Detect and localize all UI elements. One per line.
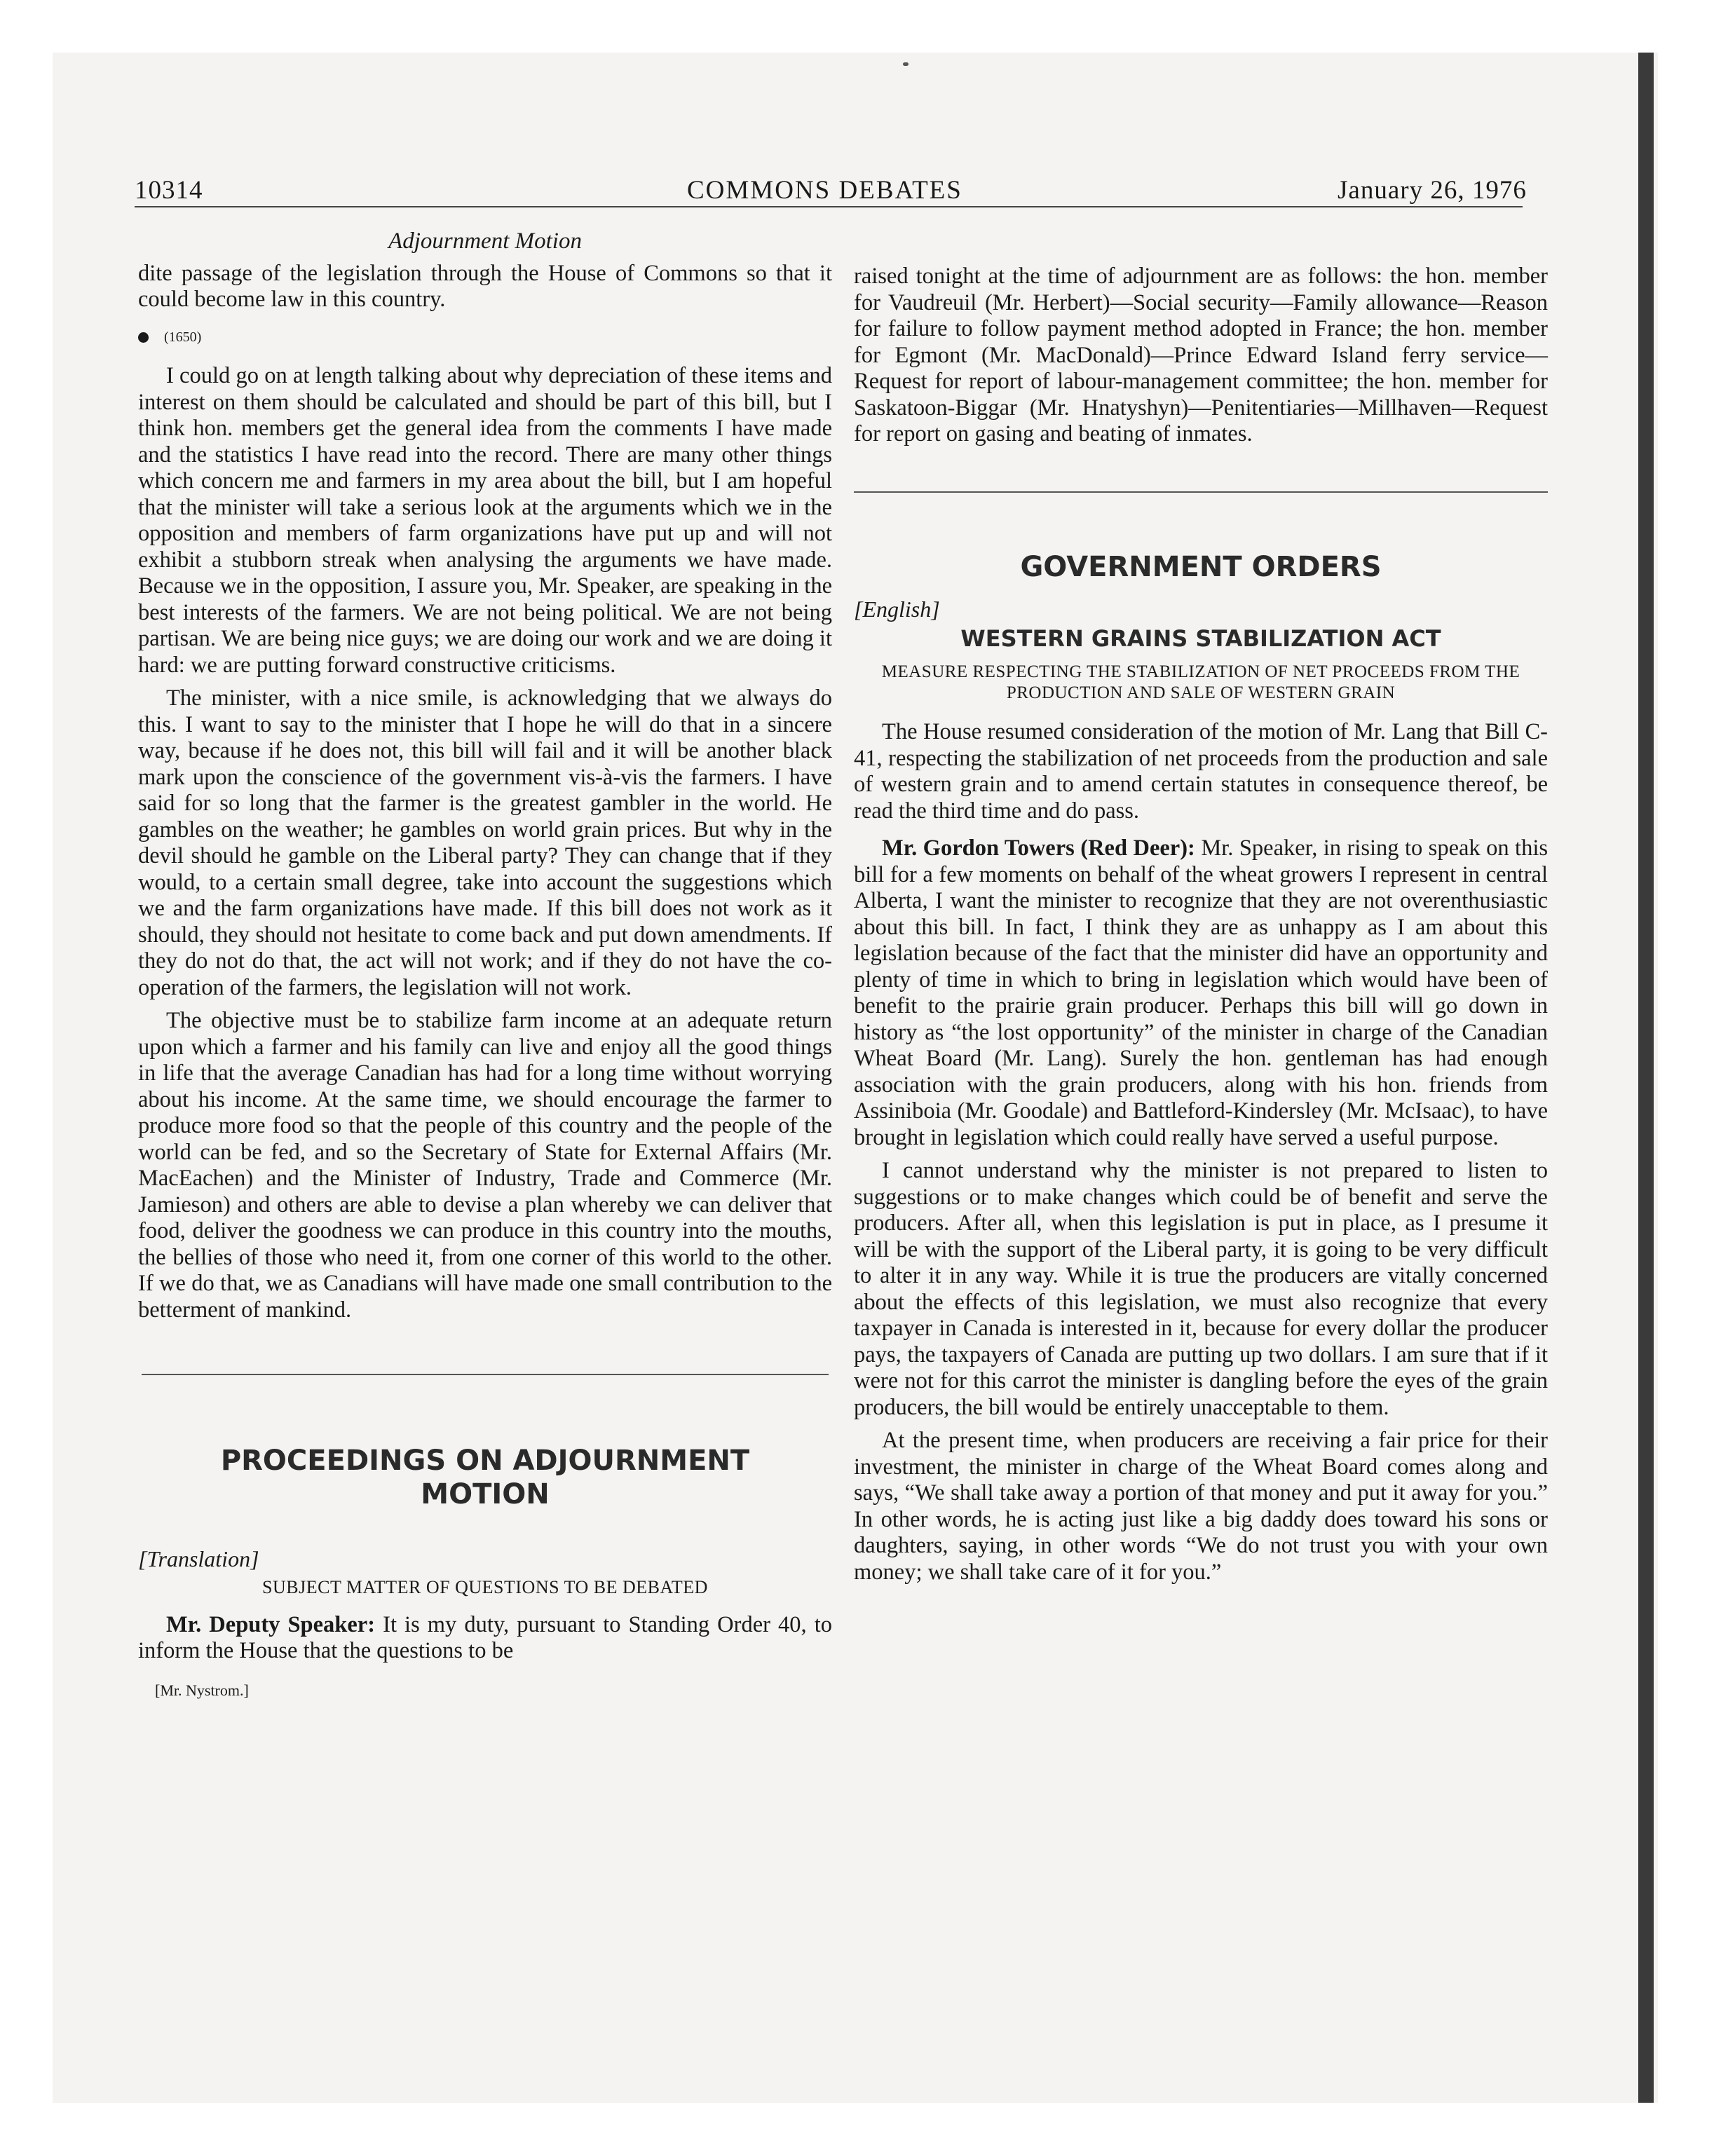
section-divider (854, 491, 1548, 493)
paragraph: The minister, with a nice smile, is acknowledging that we always do this. I want to say to the minister that I hope he will do that in a sincere way, because if he does not, this bill will fail and it will be another black mark upon the conscience of the government vis-à-vis the farmers. I have said for so long that the farmer is the greatest gambler in the world. He gambles on the weather; he gambles on world grain prices. But why in the devil should he gamble on the Liberal party? They can change that if they would, to a certain small degree, take into account the suggestions which we and the farm organizations have made. If this bill does not work as it should, they should not hesitate to come back and put down amendments. If they do not do that, the act will not work; and if they do not have the co-operation of the farmers, the legislation will not work. (138, 685, 832, 1000)
paragraph: I could go on at length talking about why depreciation of these items and interest on them should be calculated and should be part of this bill, but I think hon. members get the general idea from the comments I have made and the statistics I have read into the record. There are many other things which concern me and farmers in my area about the bill, but I am hopeful that the minister will take a serious look at the arguments which we in the opposition and members of farm organizations have put up and will not exhibit a stubborn streak when analysing the arguments we have made. Because we in the opposition, I assure you, Mr. Speaker, are speaking in the best interests of the farmers. We are not being political. We are not being partisan. We are being nice guys; we are doing our work and we are doing it hard: we are putting forward constructive criticisms. (138, 363, 832, 678)
left-column (138, 228, 832, 1703)
right-column (854, 264, 1548, 1585)
publication-title: COMMONS DEBATES (687, 176, 962, 205)
speech-text: Mr. Speaker, in rising to speak on this bill for a few moments on behalf of the wheat growers I represent in central Alberta, I want the minister to recognize that they are not overenthusiastic about this bill. In fact, I think they are as unhappy as I am about this legislation because of the fact that the minister did have an opportunity and plenty of time in which to bring in legislation which would have been of benefit to the prairie grain producer. Perhaps this bill will go down in history as “the lost opportunity” of the minister in charge of the Canadian Wheat Board (Mr. Lang). Surely the hon. gentleman has had enough association with the grain producers, along with his hon. friends from Assiniboia (Mr. Goodale) and Battleford-Kindersley (Mr. McIsaac), to have brought in legislation which could really have served a useful purpose. (854, 835, 1549, 1150)
header-rule (135, 206, 1523, 207)
act-subtitle: MEASURE RESPECTING THE STABILIZATION OF NET PROCEEDS FROM THE PRODUCTION AND SALE OF WESTERN GRAIN (881, 662, 1520, 702)
paragraph: dite passage of the legislation through the House of Commons so that it could become law in this country. (138, 260, 832, 312)
scan-edge-bar (1638, 53, 1654, 2103)
paragraph: raised tonight at the time of adjournment are as follows: the hon. member for Vaudreuil (Mr. Herbert)—Social security—Family allowance—Reason for failure to follow payment method adopted in France; the hon. member for Egmont (Mr. MacDonald)—Prince Edward Island ferry service—Request for report of labour-management committee; the hon. member for Saskatoon-Biggar (Mr. Hnatyshyn)—Penitentiaries—Millhaven—Request for report on gasing and beating of inmates. (854, 264, 1548, 446)
section-title: GOVERNMENT ORDERS (1020, 550, 1382, 583)
time-marker (138, 325, 832, 351)
section-divider (142, 1374, 829, 1375)
section-title: PROCEEDINGS ON ADJOURNMENT MOTION (220, 1445, 750, 1510)
time-marker-label: (1650) (164, 329, 202, 345)
page-number: 10314 (135, 176, 203, 205)
running-head: Adjournment Motion (388, 228, 582, 254)
subtitle: SUBJECT MATTER OF QUESTIONS TO BE DEBATED (262, 1576, 708, 1597)
footnote: [Mr. Nystrom.] (155, 1681, 249, 1699)
language-tag: [Translation] (138, 1546, 259, 1571)
speaker-name: Mr. Gordon Towers (Red Deer): (882, 835, 1195, 861)
speaker-name: Mr. Deputy Speaker: (166, 1611, 376, 1637)
language-tag: [English] (854, 596, 940, 622)
bullet-icon (138, 332, 149, 343)
act-title: WESTERN GRAINS STABILIZATION ACT (960, 625, 1441, 652)
publication-date: January 26, 1976 (1338, 176, 1527, 205)
paragraph: The objective must be to stabilize farm income at an adequate return upon which a farmer and his family can live and enjoy all the good things in life that the average Canadian has had for a long time without worrying about his income. At the same time, we should encourage the farmer to produce more food so that the people of this country and the people of the world can be fed, and so the Secretary of State for External Affairs (Mr. MacEachen) and the Minister of Industry, Trade and Commerce (Mr. Jamieson) and others are able to devise a plan whereby we can deliver that food, deliver the goodness we can produce in this country into the mouths, the bellies of those who need it, from one corner of this world to the other. If we do that, we as Canadians will have made one small contribution to the betterment of mankind. (138, 1008, 832, 1323)
scan-speck (903, 62, 909, 66)
paragraph: I cannot understand why the minister is not prepared to listen to suggestions or to make changes which could be of benefit and serve the producers. After all, when this legislation is put in place, as I presume it will be with the support of the Liberal party, it is going to be very difficult to alter it in any way. While it is true the producers are vitally concerned about the effects of this legislation, we must also recognize that every taxpayer in Canada is interested in it, because for every dollar the producer pays, the taxpayers of Canada are putting up two dollars. I am sure that if it were not for this carrot the minister is dangling before the eyes of the grain producers, the bill would be entirely unacceptable to them. (854, 1158, 1548, 1420)
speech-text: It is my duty, pursuant to Standing Order 40, to inform the House that the questions to be (138, 1611, 832, 1663)
paragraph: The House resumed consideration of the motion of Mr. Lang that Bill C-41, respecting the stabilization of net proceeds from the production and sale of western grain and to amend certain statutes in consequence thereof, be read the third time and do pass. (854, 719, 1548, 824)
paragraph: At the present time, when producers are receiving a fair price for their investment, the minister in charge of the Wheat Board comes along and says, “We shall take away a portion of that money and put it away for you.” In other words, he is acting just like a big daddy does toward his sons or daughters, saying, in other words “We do not trust you with your own money; we shall take care of it for you.” (854, 1428, 1548, 1585)
